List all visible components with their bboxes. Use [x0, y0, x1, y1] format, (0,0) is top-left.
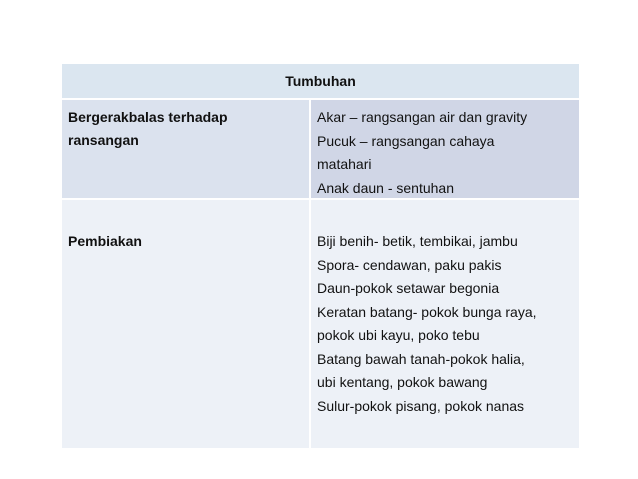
- row-label-cell: [62, 200, 309, 448]
- content-line: matahari: [317, 156, 372, 172]
- content-line: Biji benih- betik, tembikai, jambu: [317, 233, 518, 249]
- table-row: [62, 200, 579, 448]
- row-label-line: Bergerakbalas terhadap: [68, 109, 228, 125]
- content-line: Keratan batang- pokok bunga raya,: [317, 303, 537, 320]
- table-row: [62, 100, 579, 198]
- content-line: Anak daun - sentuhan: [317, 179, 454, 196]
- content-line: pokok ubi kayu, poko tebu: [317, 327, 480, 343]
- row-label-line: Pembiakan: [68, 233, 142, 249]
- row-content-cell: [311, 100, 579, 198]
- content-line: Spora- cendawan, paku pakis: [317, 256, 502, 273]
- content-line: Sulur-pokok pisang, pokok nanas: [317, 397, 525, 414]
- content-line: Pucuk – rangsangan cahaya: [317, 132, 495, 149]
- row-content-cell: [311, 200, 579, 448]
- table-header-title: Tumbuhan: [285, 73, 356, 89]
- content-line: Daun-pokok setawar begonia: [317, 280, 500, 296]
- row-label-line: ransangan: [68, 132, 139, 148]
- content-line: Batang bawah tanah-pokok halia,: [317, 350, 525, 367]
- table-header: [62, 64, 579, 98]
- row-label-cell: [62, 100, 309, 198]
- content-line: ubi kentang, pokok bawang: [317, 374, 488, 390]
- content-line: Akar – rangsangan air dan gravity: [317, 109, 528, 125]
